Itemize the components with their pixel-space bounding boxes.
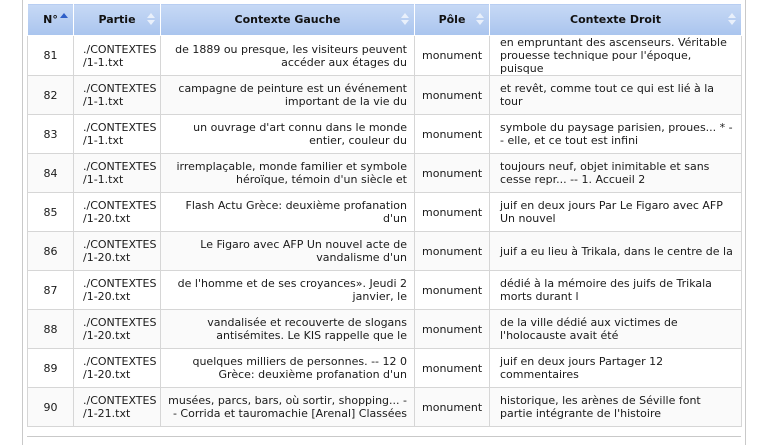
cell-left-context: de 1889 ou presque, les visiteurs peuvent accéder aux étages du bbox=[161, 36, 415, 76]
column-header-label: N° bbox=[43, 13, 58, 26]
cell-left-context: Flash Actu Grèce: deuxième profanation d'un bbox=[161, 193, 415, 232]
cell-right-context: toujours neuf, objet inimitable et sans cesse repr... -- 1. Accueil 2 bbox=[490, 154, 742, 193]
cell-part: ./CONTEXTES /1-21.txt bbox=[74, 388, 161, 427]
cell-number: 82 bbox=[28, 76, 74, 115]
cell-number: 81 bbox=[28, 36, 74, 76]
table-row[interactable] bbox=[28, 271, 742, 310]
cell-part: ./CONTEXTES /1-20.txt bbox=[74, 232, 161, 271]
cell-left-context: quelques milliers de personnes. -- 12 0 Grèce: deuxième profanation d'un bbox=[161, 349, 415, 388]
cell-pole: monument bbox=[415, 232, 490, 271]
table-bottom-border bbox=[27, 436, 741, 437]
sort-icon[interactable] bbox=[476, 13, 483, 27]
cell-pole: monument bbox=[415, 115, 490, 154]
table-row[interactable] bbox=[28, 36, 742, 76]
column-header-label: Pôle bbox=[438, 13, 466, 26]
table-row[interactable] bbox=[28, 310, 742, 349]
cell-part: ./CONTEXTES /1-1.txt bbox=[74, 115, 161, 154]
cell-part: ./CONTEXTES /1-1.txt bbox=[74, 36, 161, 76]
cell-left-context: irremplaçable, monde familier et symbole héroïque, témoin d'un siècle et bbox=[161, 154, 415, 193]
cell-part: ./CONTEXTES /1-20.txt bbox=[74, 310, 161, 349]
cell-right-context: juif en deux jours Par Le Figaro avec AFP Un nouvel bbox=[490, 193, 742, 232]
cell-right-context: juif en deux jours Partager 12 commentaires bbox=[490, 349, 742, 388]
cell-part: ./CONTEXTES /1-20.txt bbox=[74, 193, 161, 232]
cell-right-context: dédié à la mémoire des juifs de Trikala morts durant l bbox=[490, 271, 742, 310]
table-row[interactable] bbox=[28, 115, 742, 154]
sort-icon[interactable] bbox=[147, 13, 154, 27]
cell-number: 90 bbox=[28, 388, 74, 427]
cell-right-context: en empruntant des ascenseurs. Véritable prouesse technique pour l'époque, puisque bbox=[490, 36, 742, 76]
cell-pole: monument bbox=[415, 310, 490, 349]
cell-right-context: symbole du paysage parisien, proues... * -- elle, et ce tout est infini bbox=[490, 115, 742, 154]
cell-right-context: juif a eu lieu à Trikala, dans le centre de la bbox=[490, 232, 742, 271]
cell-left-context: un ouvrage d'art connu dans le monde entier, couleur du bbox=[161, 115, 415, 154]
cell-number: 87 bbox=[28, 271, 74, 310]
column-header-pole[interactable] bbox=[415, 4, 490, 36]
concordance-table bbox=[27, 3, 742, 427]
column-header-right-context[interactable] bbox=[490, 4, 742, 36]
cell-left-context: musées, parcs, bars, où sortir, shopping... -- Corrida et tauromachie [Arenal] Classées bbox=[161, 388, 415, 427]
cell-pole: monument bbox=[415, 388, 490, 427]
cell-part: ./CONTEXTES /1-20.txt bbox=[74, 349, 161, 388]
cell-part: ./CONTEXTES /1-1.txt bbox=[74, 76, 161, 115]
cell-right-context: de la ville dédié aux victimes de l'holocauste avait été bbox=[490, 310, 742, 349]
cell-part: ./CONTEXTES /1-20.txt bbox=[74, 271, 161, 310]
column-header-num[interactable] bbox=[28, 4, 74, 36]
cell-left-context: campagne de peinture est un événement important de la vie du bbox=[161, 76, 415, 115]
column-header-label: Contexte Droit bbox=[570, 13, 661, 26]
table-row[interactable] bbox=[28, 154, 742, 193]
cell-pole: monument bbox=[415, 36, 490, 76]
column-header-left-context[interactable] bbox=[161, 4, 415, 36]
cell-number: 86 bbox=[28, 232, 74, 271]
cell-number: 85 bbox=[28, 193, 74, 232]
column-header-part[interactable] bbox=[74, 4, 161, 36]
cell-number: 89 bbox=[28, 349, 74, 388]
cell-number: 83 bbox=[28, 115, 74, 154]
column-header-label: Contexte Gauche bbox=[234, 13, 341, 26]
header-row bbox=[28, 4, 742, 36]
cell-right-context: et revêt, comme tout ce qui est lié à la tour bbox=[490, 76, 742, 115]
cell-pole: monument bbox=[415, 193, 490, 232]
cell-number: 84 bbox=[28, 154, 74, 193]
cell-right-context: historique, les arènes de Séville font partie intégrante de l'histoire bbox=[490, 388, 742, 427]
sort-ascending-icon[interactable] bbox=[60, 13, 67, 27]
cell-pole: monument bbox=[415, 349, 490, 388]
table-row[interactable] bbox=[28, 388, 742, 427]
cell-left-context: de l'homme et de ses croyances». Jeudi 2 janvier, le bbox=[161, 271, 415, 310]
table-row[interactable] bbox=[28, 193, 742, 232]
cell-pole: monument bbox=[415, 271, 490, 310]
table-row[interactable] bbox=[28, 76, 742, 115]
cell-pole: monument bbox=[415, 154, 490, 193]
cell-left-context: Le Figaro avec AFP Un nouvel acte de vandalisme d'un bbox=[161, 232, 415, 271]
cell-number: 88 bbox=[28, 310, 74, 349]
cell-left-context: vandalisée et recouverte de slogans antisémites. Le KIS rappelle que le bbox=[161, 310, 415, 349]
sort-icon[interactable] bbox=[401, 13, 408, 27]
column-header-label: Partie bbox=[98, 13, 136, 26]
cell-part: ./CONTEXTES /1-1.txt bbox=[74, 154, 161, 193]
table-row[interactable] bbox=[28, 232, 742, 271]
table-row[interactable] bbox=[28, 349, 742, 388]
sort-icon[interactable] bbox=[728, 13, 735, 27]
cell-pole: monument bbox=[415, 76, 490, 115]
